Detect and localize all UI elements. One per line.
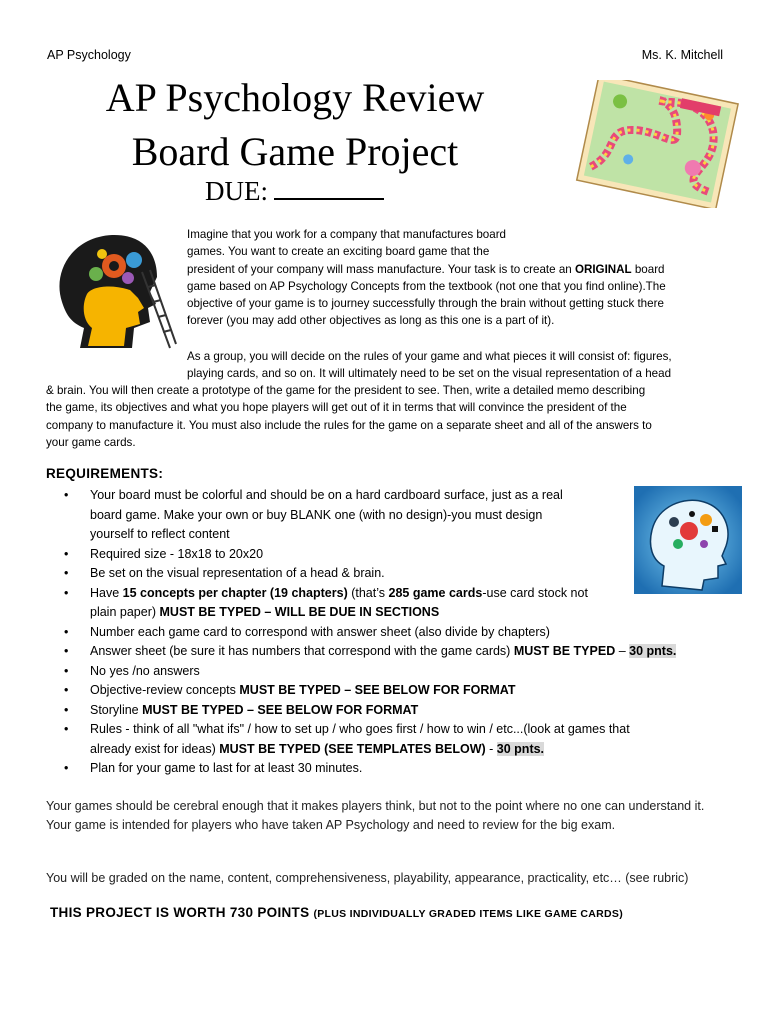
intro-line: board [631, 262, 665, 276]
page-title-line2: Board Game Project [131, 129, 459, 174]
req-text: board game. Make your own or buy BLANK one (with no design)-you must design [90, 507, 543, 522]
intro-line: forever (you may add other objectives as long as this one is a part of it). [187, 314, 555, 328]
req-text: – [615, 644, 630, 658]
intro-line: Imagine that you work for a company that manufactures board [187, 228, 506, 241]
req-text: yourself to reflect content [90, 527, 230, 541]
board-game-image [572, 80, 742, 208]
req-bold: MUST BE TYPED – WILL BE DUE IN SECTIONS [159, 605, 440, 619]
intro-line: game based on AP Psychology Concepts from the textbook (not one that you find online).The [187, 279, 666, 293]
course-name: AP Psychology [47, 48, 131, 62]
req-text: Required size - 18x18 to 20x20 [90, 546, 264, 561]
req-text: Your board must be colorful and should be on a hard cardboard surface, just as a real [90, 488, 563, 502]
list-item [46, 662, 736, 682]
points-total-note: (PLUS INDIVIDUALLY GRADED ITEMS LIKE GAME CARDS) [313, 908, 624, 920]
para-line: playing cards, and so on. It will ultimately need to be set on the visual representation of a head [187, 367, 672, 381]
points-badge: 30 pnts. [496, 741, 545, 756]
head-gears-image [52, 232, 178, 350]
req-text: -use card stock not [482, 585, 588, 600]
requirements-list [46, 486, 736, 779]
req-text: Rules - think of all "what ifs" / how to set up / who goes first / how to win / etc...(look at games that [90, 722, 630, 736]
page-title-line1: AP Psychology Review [105, 75, 485, 120]
requirements-heading: REQUIREMENTS: [46, 466, 164, 481]
list-item [46, 720, 736, 759]
req-text: Have [90, 585, 123, 600]
req-bold: MUST BE TYPED – SEE BELOW FOR FORMAT [239, 683, 516, 697]
points-total-main: THIS PROJECT IS WORTH 730 POINTS [50, 905, 314, 920]
intro-line: objective of your game is to journey successfully through the brain without getting stuck there [187, 297, 664, 311]
group-paragraph-start [187, 348, 727, 383]
due-date-blank [274, 176, 384, 200]
para-line: the game, its objectives and what you hope players will get out of it in terms that will convince the president of the [46, 401, 627, 415]
req-text: already exist for ideas) [90, 741, 220, 756]
para-line: & brain. You will then create a prototype of the game for the president to see. Then, write a detailed memo describing [46, 384, 646, 397]
req-text: (that’s [347, 585, 389, 600]
req-text: Plan for your game to last for at least 30 minutes. [90, 761, 363, 775]
list-item [46, 545, 736, 565]
para-line: As a group, you will decide on the rules of your game and what pieces it will consist of: figures, [187, 350, 672, 363]
list-item [46, 642, 736, 662]
intro-paragraph [187, 226, 727, 330]
closing-paragraph-1: Your games should be cerebral enough that it makes players think, but not to the point where no one can understand it. Your game is intended for players who have taken AP Psychology and need to review for the big exam. [46, 799, 705, 832]
list-item [46, 701, 736, 721]
list-item [46, 486, 736, 545]
req-text: Objective-review concepts [90, 683, 240, 697]
req-bold: MUST BE TYPED [513, 644, 616, 658]
intro-line: games. You want to create an exciting board game that the [187, 245, 490, 259]
req-bold: MUST BE TYPED (SEE TEMPLATES BELOW) [219, 741, 486, 756]
req-text: Answer sheet (be sure it has numbers that correspond with the game cards) [90, 644, 514, 658]
closing-paragraph-2: You will be graded on the name, content, comprehensiveness, playability, appearance, practicality, etc… (see rubric) [46, 871, 689, 885]
list-item [46, 584, 736, 623]
teacher-name: Ms. K. Mitchell [641, 48, 723, 62]
para-line: your game cards. [46, 435, 136, 449]
intro-line: president of your company will mass manufacture. Your task is to create an [187, 262, 575, 276]
points-total [50, 905, 623, 920]
req-bold: MUST BE TYPED – SEE BELOW FOR FORMAT [142, 702, 419, 717]
due-label: DUE: [205, 176, 268, 206]
intro-bold-original: ORIGINAL [574, 262, 632, 276]
list-item [46, 759, 736, 779]
req-text: Be set on the visual representation of a head & brain. [90, 566, 385, 580]
req-text: - [485, 741, 497, 756]
list-item [46, 564, 736, 584]
group-paragraph-rest [46, 382, 728, 451]
list-item [46, 681, 736, 701]
req-text: plain paper) [90, 605, 160, 619]
points-badge: 30 pnts. [629, 644, 677, 658]
para-line: company to manufacture it. You must also include the rules for the game on a separate sheet and all of the answers to [46, 418, 652, 432]
req-text: No yes /no answers [90, 663, 200, 678]
req-text: Number each game card to correspond with answer sheet (also divide by chapters) [90, 624, 550, 639]
due-date [205, 176, 384, 207]
req-text: Storyline [90, 702, 143, 717]
req-bold: 15 concepts per chapter (19 chapters) [122, 585, 348, 600]
list-item [46, 623, 736, 643]
req-bold: 285 game cards [388, 585, 483, 600]
